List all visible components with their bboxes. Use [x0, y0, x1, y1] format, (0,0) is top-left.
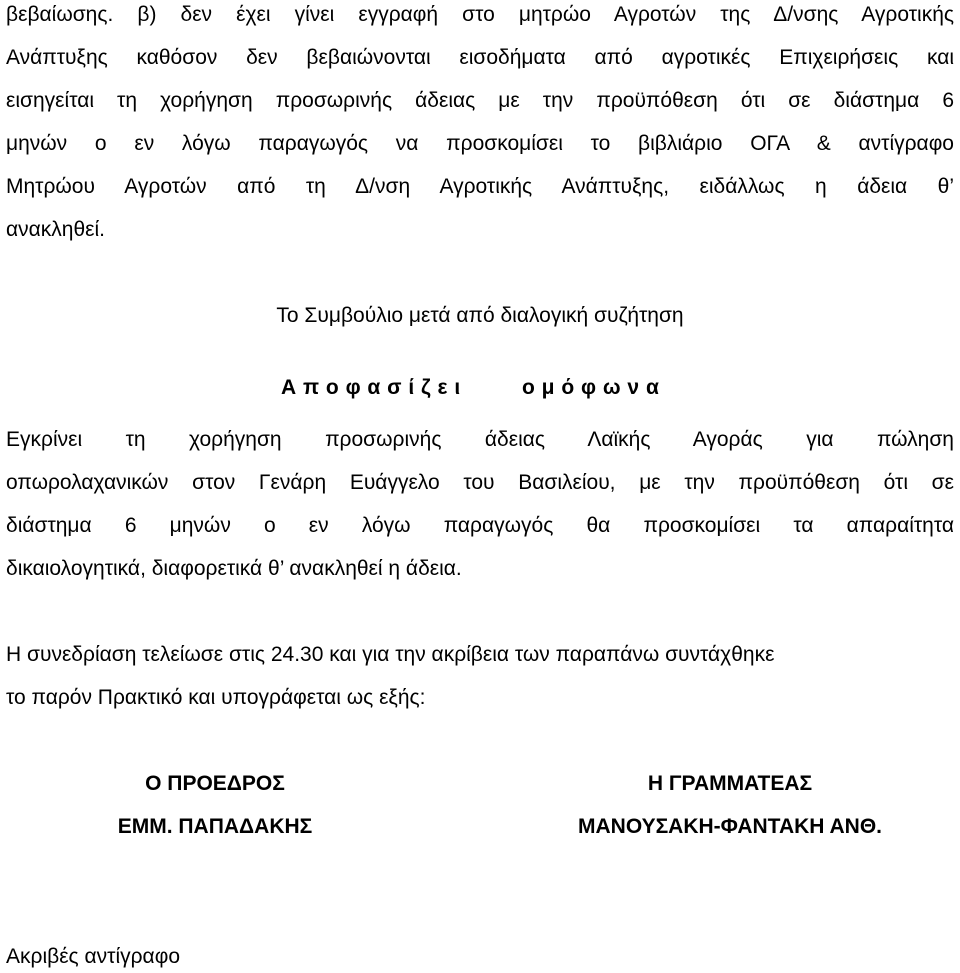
secretary-name: ΜΑΝΟΥΣΑΚΗ-ΦΑΝΤΑΚΗ ΑΝΘ. [578, 815, 882, 838]
chairman-title: Ο ΠΡΟΕΔΡΟΣ [145, 772, 285, 795]
paragraph1-line-2: Ανάπτυξης καθόσον δεν βεβαιώνονται εισοδήματα από αγροτικές Επιχειρήσεις και [6, 46, 954, 69]
decision-heading-word2: ο μ ό φ ω ν α [522, 376, 660, 399]
paragraph1-line-4: μηνών ο εν λόγω παραγωγός να προσκομίσει το βιβλιάριο ΟΓΑ & αντίγραφο [6, 132, 954, 155]
council-statement: Το Συμβούλιο μετά από διαλογική συζήτηση [276, 304, 684, 327]
paragraph1-line-3: εισηγείται τη χορήγηση προσωρινής άδειας με την προϋπόθεση ότι σε διάστημα 6 [6, 89, 954, 112]
chairman-name: ΕΜΜ. ΠΑΠΑΔΑΚΗΣ [117, 815, 313, 838]
paragraph1-line-1: βεβαίωσης. β) δεν έχει γίνει εγγραφή στο μητρώο Αγροτών της Δ/νσης Αγροτικής [6, 3, 954, 26]
certified-copy-note: Ακριβές αντίγραφο [6, 945, 180, 968]
paragraph1-last-line: ανακληθεί. [6, 218, 106, 241]
secretary-title: Η ΓΡΑΜΜΑΤΕΑΣ [647, 772, 813, 795]
paragraph2-last-line: δικαιολογητικά, διαφορετικά θ’ ανακληθεί η άδεια. [6, 557, 462, 580]
decision-heading-word1: Α π ο φ α σ ί ζ ε ι [281, 376, 461, 399]
paragraph1-line-5: Μητρώου Αγροτών από τη Δ/νση Αγροτικής Ανάπτυξης, ειδάλλως η άδεια θ’ [6, 175, 954, 198]
paragraph2-line-2: οπωρολαχανικών στον Γενάρη Ευάγγελο του Βασιλείου, με την προϋπόθεση ότι σε [6, 471, 954, 494]
closing-line-2: το παρόν Πρακτικό και υπογράφεται ως εξής: [6, 686, 426, 709]
paragraph2-line-3: διάστημα 6 μηνών ο εν λόγω παραγωγός θα προσκομίσει τα απαραίτητα [6, 514, 954, 537]
closing-line-1: Η συνεδρίαση τελείωσε στις 24.30 και για την ακρίβεια των παραπάνω συντάχθηκε [6, 643, 775, 666]
paragraph2-line-1: Εγκρίνει τη χορήγηση προσωρινής άδειας Λαϊκής Αγοράς για πώληση [6, 428, 954, 451]
